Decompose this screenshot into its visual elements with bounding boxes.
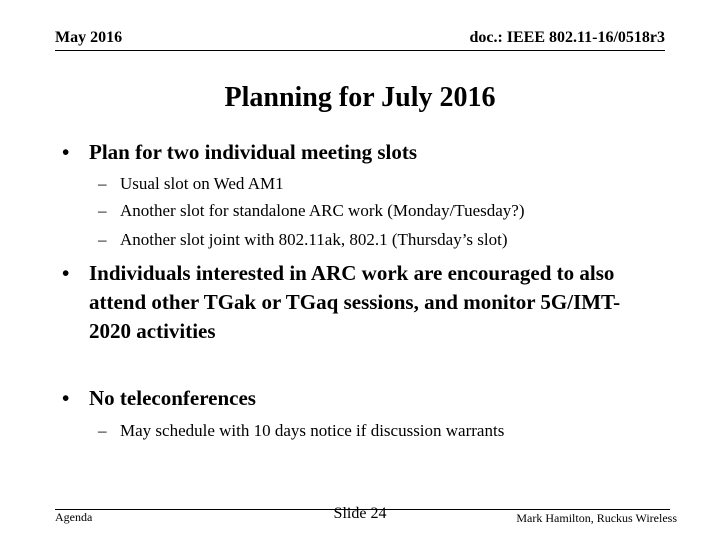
footer-label: Agenda (55, 510, 93, 524)
slide-number: Slide 24 (333, 505, 387, 522)
sub-bullet-marker: – (98, 174, 107, 193)
slide-title: Planning for July 2016 (224, 82, 496, 113)
sub-bullet-text: Another slot joint with 802.11ak, 802.1 (Thursday’s slot) (120, 230, 508, 249)
sub-bullet-marker: – (98, 230, 107, 249)
bullet-text: No teleconferences (89, 386, 256, 410)
bullet-marker: • (62, 140, 70, 164)
bullet-text: Individuals interested in ARC work are encouraged to also attend other TGak or TGaq sessions, and monitor 5G/IMT-2020 activities (89, 261, 621, 343)
bullet-marker: • (62, 386, 70, 410)
header-divider (55, 50, 665, 51)
sub-bullet-marker: – (98, 201, 107, 220)
sub-bullet-marker: – (98, 421, 107, 440)
sub-bullet-text: Another slot for standalone ARC work (Monday/Tuesday?) (120, 201, 525, 220)
bullet-marker: • (62, 261, 70, 285)
sub-bullet-text: Usual slot on Wed AM1 (120, 174, 284, 193)
header-date: May 2016 (55, 29, 123, 46)
sub-bullet-text: May schedule with 10 days notice if discussion warrants (120, 421, 505, 440)
bullet-text: Plan for two individual meeting slots (89, 140, 418, 164)
header-document-id: doc.: IEEE 802.11-16/0518r3 (469, 29, 665, 46)
footer-author: Mark Hamilton, Ruckus Wireless (516, 511, 677, 525)
